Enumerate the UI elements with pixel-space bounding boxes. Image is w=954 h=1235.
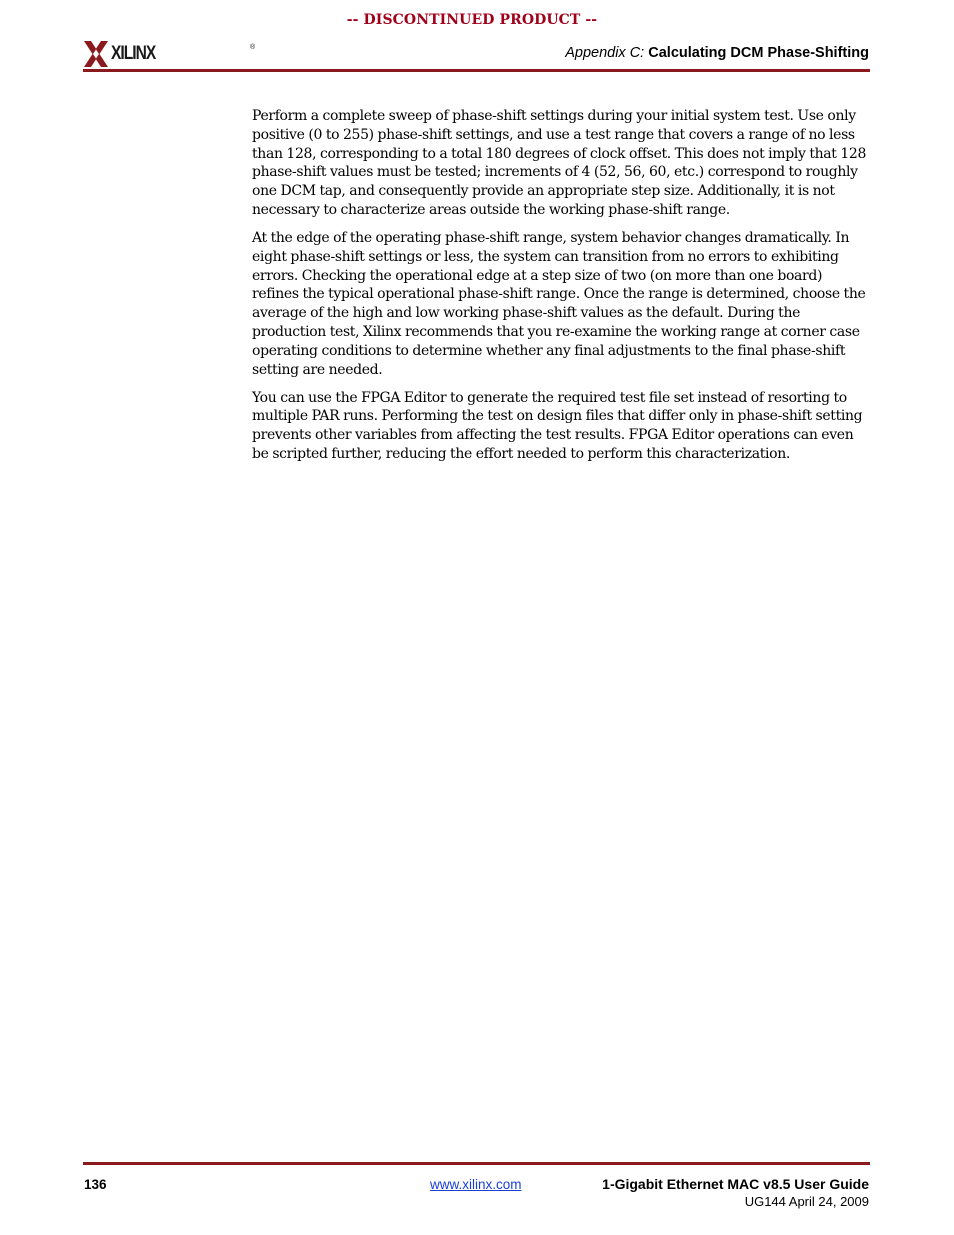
paragraph: You can use the FPGA Editor to generate the required test file set instead of resorting to multiple PAR runs. Performing the test on design files that differ only in phase-shift setting prevents other variables from affecting the test results. FPGA Editor operations can even be scripted further, reducing the effort needed to perform this characterization. [252,389,863,462]
document-id-date: UG144 April 24, 2009 [744,1194,869,1209]
paragraph: Perform a complete sweep of phase-shift settings during your initial system test. Use only positive (0 to 255) phase-shift settings, and use a test range that covers a range of no less than 128, corresponding to a total 180 degrees of clock offset. This does not imply that 128 phase-shift values must be tested; increments of 4 (52, 56, 60, etc.) correspond to roughly one DCM tap, and consequently provide an appropriate step size. Additionally, it is not necessary to characterize areas outside the working phase-shift range. [252,108,867,218]
xilinx-website-link[interactable]: www.xilinx.com [430,1177,522,1192]
xilinx-wordmark: XILINX [111,43,156,64]
footer-rule [83,1162,870,1165]
body-text [252,107,870,473]
registered-mark: ® [250,44,256,51]
running-header [565,45,869,61]
xilinx-x-mark-icon [84,41,108,67]
appendix-label: Appendix C: [565,45,645,61]
page-number: 136 [84,1177,107,1192]
discontinued-banner: -- DISCONTINUED PRODUCT -- [346,12,598,28]
paragraph: At the edge of the operating phase-shift range, system behavior changes dramatically. In eight phase-shift settings or less, the system can transition from no errors to exhibiting errors. Checking the operational edge at a step size of two (on more than one board) refines the typical operational phase-shift range. Once the range is determined, choose the average of the high and low working phase-shift values as the default. During the production test, Xilinx recommends that you re-examine the working range at corner case operating conditions to determine whether any final adjustments to the final phase-shift setting are needed. [252,229,866,378]
header-rule [83,69,870,72]
xilinx-logo [84,40,256,68]
section-title: Calculating DCM Phase-Shifting [648,45,869,61]
document-title: 1-Gigabit Ethernet MAC v8.5 User Guide [602,1176,869,1192]
